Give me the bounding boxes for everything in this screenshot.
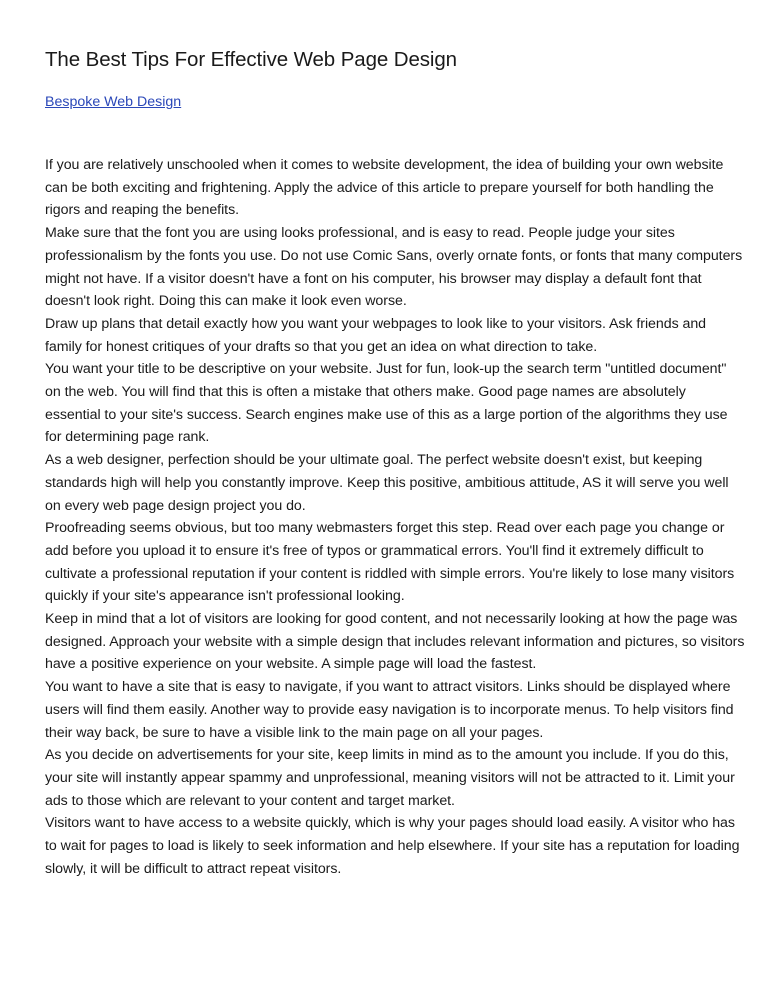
paragraph-8: You want to have a site that is easy to navigate, if you want to attract visitors. Links should be displayed where users will find them easily. Another way to provide easy navigation is to incorporate menus. To help visitors find their way back, be sure to have a visible link to the main page on all your pages. [45,679,734,741]
paragraph-10: Visitors want to have access to a website quickly, which is why your pages should load easily. A visitor who has to wait for pages to load is likely to seek information and help elsewhere. If your site has a reputation for loading slowly, it will be difficult to attract repeat visitors. [45,815,740,877]
paragraph-6: Proofreading seems obvious, but too many webmasters forget this step. Read over each page you change or add before you upload it to ensure it's free of typos or grammatical errors. You'll find it extremely difficult to cultivate a professional reputation if your content is riddled with simple errors. You're likely to lose many visitors quickly if your site's appearance isn't professional looking. [45,520,735,605]
paragraph-3: Draw up plans that detail exactly how you want your webpages to look like to your visitors. Ask friends and family for honest critiques of your drafts so that you get an idea on what direction to take. [45,315,707,355]
paragraph-9: As you decide on advertisements for your site, keep limits in mind as to the amount you include. If you do this, your site will instantly appear spammy and unprofessional, meaning visitors will not be attracted to it. Limit your ads to those which are relevant to your content and target market. [45,747,735,809]
document-page [45,46,745,881]
paragraph-7: Keep in mind that a lot of visitors are looking for good content, and not necessarily looking at how the page was designed. Approach your website with a simple design that includes relevant information and pictures, so visitors have a positive experience on your website. A simple page will load the fastest. [45,611,745,673]
paragraph-2: Make sure that the font you are using looks professional, and is easy to read. People judge your sites professionalism by the fonts you use. Do not use Comic Sans, overly ornate fonts, or fonts that many computers might not have. If a visitor doesn't have a font on his computer, his browser may display a default font that doesn't look right. Doing this can make it look even worse. [45,225,743,310]
bespoke-web-design-link[interactable]: Bespoke Web Design [45,94,182,110]
paragraph-1: If you are relatively unschooled when it comes to website development, the idea of building your own website can be both exciting and frightening. Apply the advice of this article to prepare yourself for both handling the rigors and reaping the benefits. [45,157,724,219]
page-title: The Best Tips For Effective Web Page Design [45,48,457,71]
article-body [45,154,745,881]
paragraph-4: You want your title to be descriptive on your website. Just for fun, look-up the search term "untitled document" on the web. You will find that this is often a mistake that others make. Good page names are absolutely essential to your site's success. Search engines make use of this as a large portion of the algorithms they use for determining page rank. [45,361,728,446]
paragraph-5: As a web designer, perfection should be your ultimate goal. The perfect website doesn't exist, but keeping standards high will help you constantly improve. Keep this positive, ambitious attitude, AS it will serve you well on every web page design project you do. [45,452,729,514]
